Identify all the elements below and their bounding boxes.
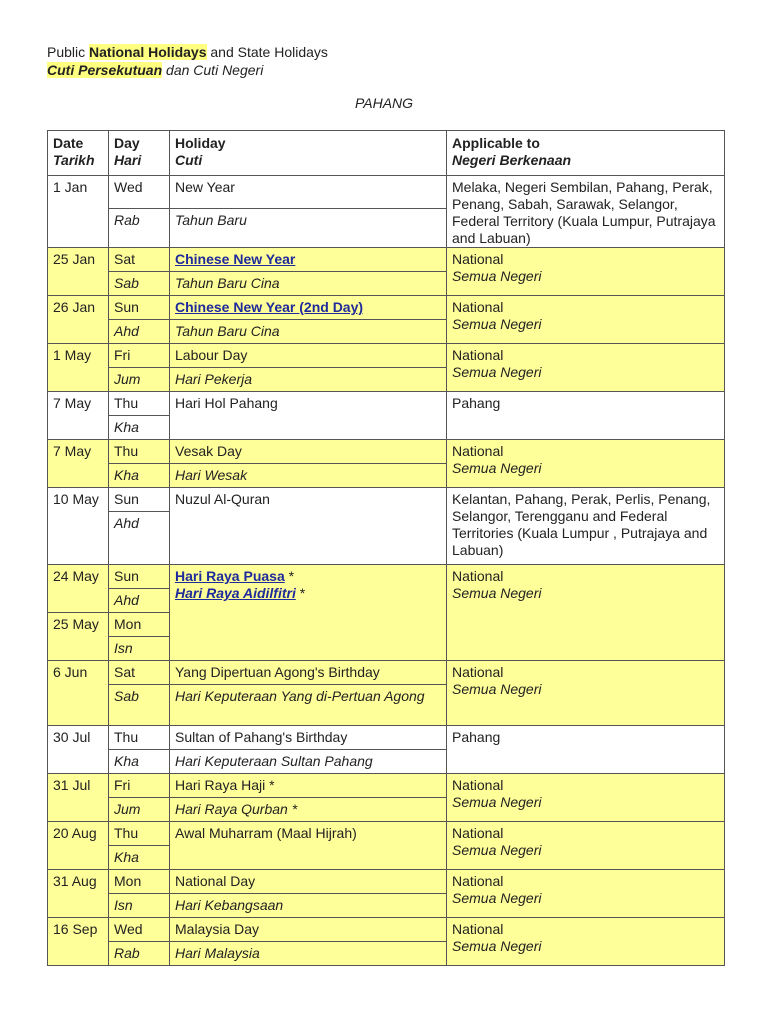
state-name: PAHANG bbox=[354, 95, 414, 111]
day-cell-ms: Ahd bbox=[109, 320, 170, 344]
day-cell: Thu bbox=[109, 822, 170, 846]
day-cell: Sat bbox=[109, 661, 170, 685]
subtitle-post: dan Cuti Negeri bbox=[162, 62, 264, 78]
date-cell: 25 May bbox=[48, 613, 109, 661]
header-day: Day Hari bbox=[109, 131, 170, 176]
document-subtitle bbox=[47, 62, 263, 79]
table-row bbox=[48, 565, 725, 589]
holiday-cell: Hari Hol Pahang bbox=[170, 392, 447, 440]
applicable-cell: National Semua Negeri bbox=[447, 565, 725, 661]
applicable-cell bbox=[447, 176, 725, 248]
table-row bbox=[48, 918, 725, 942]
table-row bbox=[48, 661, 725, 685]
holiday-cell bbox=[170, 248, 447, 272]
day-cell: Wed bbox=[109, 918, 170, 942]
holiday-cell: Sultan of Pahang's Birthday bbox=[170, 726, 447, 750]
holiday-star: * bbox=[284, 568, 295, 584]
holiday-cell: Hari Raya Haji * bbox=[170, 774, 447, 798]
date-cell: 26 Jan bbox=[48, 296, 109, 344]
day-cell-ms: Rab bbox=[109, 209, 170, 248]
date-cell: 20 Aug bbox=[48, 822, 109, 870]
applicable-cell: Pahang bbox=[447, 392, 725, 440]
day-cell-ms: Kha bbox=[109, 750, 170, 774]
day-cell: Sun bbox=[109, 296, 170, 320]
day-cell-ms: Jum bbox=[109, 798, 170, 822]
day-cell: Sun bbox=[109, 565, 170, 589]
day-cell: Thu bbox=[109, 726, 170, 750]
holiday-ms-star: * bbox=[295, 585, 306, 601]
holiday-cell bbox=[170, 565, 447, 661]
date-cell: 1 May bbox=[48, 344, 109, 392]
holiday-cell: Nuzul Al-Quran bbox=[170, 488, 447, 565]
day-cell-ms: Sab bbox=[109, 685, 170, 726]
day-cell-ms: Kha bbox=[109, 846, 170, 870]
holiday-cell-ms: Hari Raya Qurban * bbox=[170, 798, 447, 822]
table-header bbox=[48, 131, 725, 176]
day-cell-ms: Isn bbox=[109, 894, 170, 918]
applicable-cell: Kelantan, Pahang, Perak, Perlis, Penang, Selangor, Terengganu and Federal Territories (Kuala Lumpur , Putrajaya and Labuan) bbox=[447, 488, 725, 565]
table-row bbox=[48, 870, 725, 894]
table-row bbox=[48, 296, 725, 320]
table-row bbox=[48, 440, 725, 464]
holiday-table bbox=[47, 130, 725, 966]
subtitle-highlight: Cuti Persekutuan bbox=[47, 62, 163, 78]
applicable-cell: National Semua Negeri bbox=[447, 661, 725, 726]
header-holiday: Holiday Cuti bbox=[170, 131, 447, 176]
holiday-cell-ms: Hari Keputeraan Sultan Pahang bbox=[170, 750, 447, 774]
holiday-cell-ms: Tahun Baru Cina bbox=[170, 272, 447, 296]
day-cell-ms: Rab bbox=[109, 942, 170, 966]
applicable-cell: National Semua Negeri bbox=[447, 870, 725, 918]
day-cell: Sun bbox=[109, 488, 170, 512]
applicable-cell: National Semua Negeri bbox=[447, 344, 725, 392]
date-cell: 16 Sep bbox=[48, 918, 109, 966]
holiday-cell bbox=[170, 296, 447, 320]
holiday-cell: National Day bbox=[170, 870, 447, 894]
title-post: and State Holidays bbox=[206, 44, 328, 60]
holiday-cell: Yang Dipertuan Agong's Birthday bbox=[170, 661, 447, 685]
day-cell-ms: Isn bbox=[109, 637, 170, 661]
day-cell-ms: Ahd bbox=[109, 589, 170, 613]
day-cell: Sat bbox=[109, 248, 170, 272]
table-row bbox=[48, 344, 725, 368]
holiday-link[interactable]: Hari Raya Puasa bbox=[175, 568, 285, 584]
applicable-cell: National Semua Negeri bbox=[447, 918, 725, 966]
holiday-cell-ms: Tahun Baru Cina bbox=[170, 320, 447, 344]
holiday-cell: New Year bbox=[170, 176, 447, 209]
date-cell: 1 Jan bbox=[48, 176, 109, 248]
date-cell: 7 May bbox=[48, 392, 109, 440]
day-cell: Fri bbox=[109, 344, 170, 368]
day-cell: Wed bbox=[109, 176, 170, 209]
date-cell: 7 May bbox=[48, 440, 109, 488]
applicable-cell: National Semua Negeri bbox=[447, 822, 725, 870]
table-row bbox=[48, 726, 725, 750]
applicable-cell: Pahang bbox=[447, 726, 725, 774]
document-title bbox=[47, 44, 328, 61]
holiday-cell-ms: Hari Keputeraan Yang di-Pertuan Agong bbox=[170, 685, 447, 726]
date-cell: 31 Aug bbox=[48, 870, 109, 918]
applicable-text: Melaka, Negeri Sembilan, Pahang, Perak, Penang, Sabah, Sarawak, Selangor, Federal Territory (Kuala Lumpur, Putrajaya and Labuan) bbox=[452, 179, 716, 246]
table-row bbox=[48, 392, 725, 416]
holiday-cell: Vesak Day bbox=[170, 440, 447, 464]
table-row bbox=[48, 774, 725, 798]
day-cell-ms: Jum bbox=[109, 368, 170, 392]
holiday-cell-ms: Hari Malaysia bbox=[170, 942, 447, 966]
title-highlight: National Holidays bbox=[89, 44, 207, 60]
applicable-cell: National Semua Negeri bbox=[447, 296, 725, 344]
date-cell: 25 Jan bbox=[48, 248, 109, 296]
day-cell-ms: Sab bbox=[109, 272, 170, 296]
holiday-ms-link[interactable]: Hari Raya Aidilfitri bbox=[175, 585, 296, 601]
day-cell-ms: Kha bbox=[109, 416, 170, 440]
holiday-cell-ms: Hari Pekerja bbox=[170, 368, 447, 392]
header-date: Date Tarikh bbox=[48, 131, 109, 176]
date-cell: 10 May bbox=[48, 488, 109, 565]
day-cell: Thu bbox=[109, 392, 170, 416]
header-applicable: Applicable to Negeri Berkenaan bbox=[447, 131, 725, 176]
table-row bbox=[48, 176, 725, 209]
holiday-cell-ms: Hari Kebangsaan bbox=[170, 894, 447, 918]
day-cell: Thu bbox=[109, 440, 170, 464]
day-cell-ms: Ahd bbox=[109, 512, 170, 565]
table-row bbox=[48, 488, 725, 512]
date-cell: 6 Jun bbox=[48, 661, 109, 726]
day-cell: Fri bbox=[109, 774, 170, 798]
holiday-cell: Awal Muharram (Maal Hijrah) bbox=[170, 822, 447, 870]
holiday-link[interactable]: Chinese New Year (2nd Day) bbox=[175, 299, 364, 315]
day-cell: Mon bbox=[109, 613, 170, 637]
holiday-cell: Malaysia Day bbox=[170, 918, 447, 942]
date-cell: 30 Jul bbox=[48, 726, 109, 774]
applicable-cell: National Semua Negeri bbox=[447, 774, 725, 822]
applicable-cell: National Semua Negeri bbox=[447, 440, 725, 488]
holiday-cell-ms: Tahun Baru bbox=[170, 209, 447, 248]
day-cell: Mon bbox=[109, 870, 170, 894]
table-row bbox=[48, 822, 725, 846]
holiday-link[interactable]: Chinese New Year bbox=[175, 251, 296, 267]
applicable-cell: National Semua Negeri bbox=[447, 248, 725, 296]
date-cell: 24 May bbox=[48, 565, 109, 613]
day-cell-ms: Kha bbox=[109, 464, 170, 488]
date-cell: 31 Jul bbox=[48, 774, 109, 822]
holiday-cell: Labour Day bbox=[170, 344, 447, 368]
title-pre: Public bbox=[47, 44, 90, 60]
table-row bbox=[48, 248, 725, 272]
holiday-cell-ms: Hari Wesak bbox=[170, 464, 447, 488]
